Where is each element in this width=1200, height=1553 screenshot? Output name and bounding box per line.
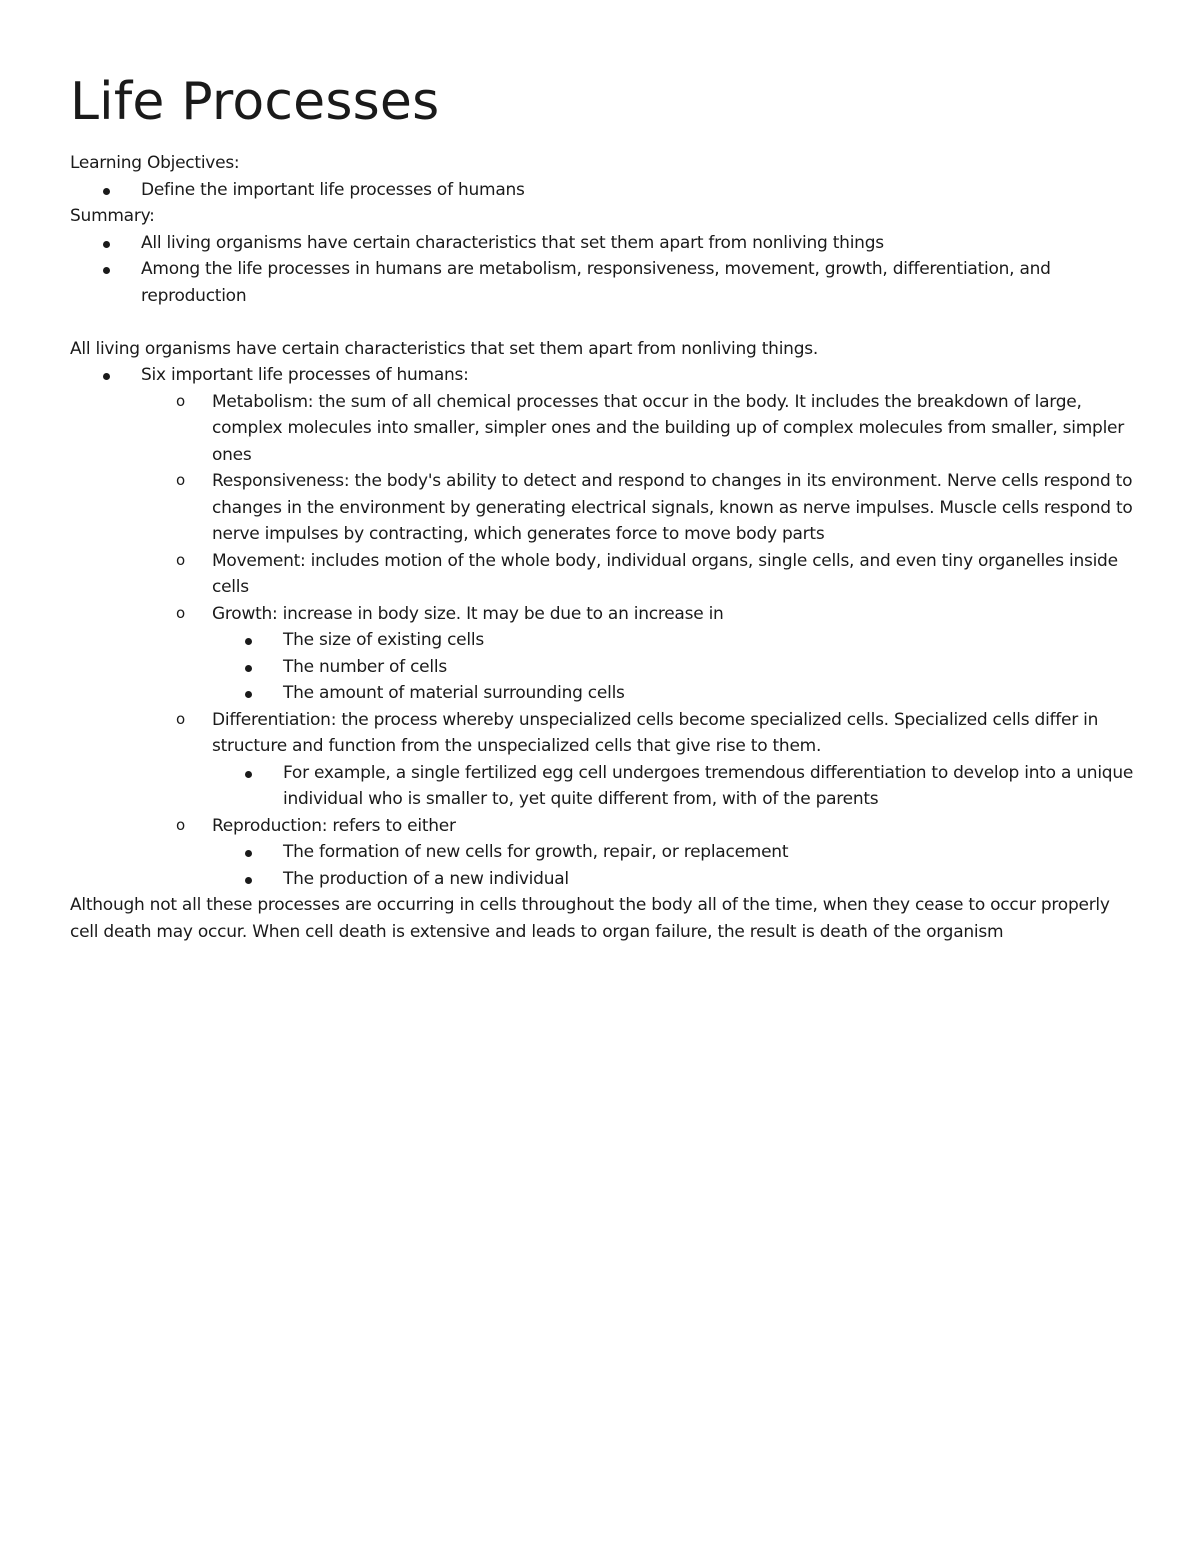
six-processes-heading: Six important life processes of humans: [141, 365, 469, 385]
growth-sublist [212, 627, 1140, 707]
process-responsiveness: o Responsiveness: the body's ability to detect and respond to changes in its environment. Nerve cells respond to changes in the environment by generating electrical signals, known as nerve impulses. Muscle cells respond to nerve impulses by contracting, which generates force to move body parts [141, 468, 1140, 548]
list-item: The formation of new cells for growth, repair, or replacement [212, 839, 1140, 866]
process-differentiation: o Differentiation: the process whereby unspecialized cells become specialized cells. Specialized cells differ in structure and function from the unspecialized cells that give rise to them. For example, a single fertilized egg cell undergoes tremendous differentiation to develop into a unique individual who is smaller to, yet quite different from, with of the parents [141, 707, 1140, 813]
list-item: The number of cells [212, 654, 1140, 681]
learning-objectives-list [70, 177, 1140, 204]
process-metabolism: o Metabolism: the sum of all chemical processes that occur in the body. It includes the breakdown of large, complex molecules into smaller, simpler ones and the building up of complex molecules from smaller, simpler ones [141, 389, 1140, 469]
bullet-icon [245, 760, 252, 787]
differentiation-sublist [212, 760, 1140, 813]
circle-bullet-icon: o [176, 815, 185, 834]
bullet-icon [103, 362, 110, 389]
process-movement: o Movement: includes motion of the whole body, individual organs, single cells, and even tiny organelles inside cells [141, 548, 1140, 601]
bullet-icon [245, 627, 252, 654]
processes-list [70, 362, 1140, 892]
circle-bullet-icon: o [176, 603, 185, 622]
circle-bullet-icon: o [176, 391, 185, 410]
bullet-icon [245, 680, 252, 707]
process-sublist [141, 389, 1140, 893]
circle-bullet-icon: o [176, 471, 185, 489]
list-item: The amount of material surrounding cells [212, 680, 1140, 707]
list-item: Define the important life processes of humans [70, 177, 1140, 204]
bullet-icon [245, 654, 252, 681]
summary-heading: Summary: [70, 206, 155, 226]
intro-paragraph: All living organisms have certain characteristics that set them apart from nonliving things. [70, 338, 818, 359]
conclusion-paragraph: Although not all these processes are occurring in cells throughout the body all of the time, when they cease to occur properly cell death may occur. When cell death is extensive and leads to organ failure, the result is death of the organism [70, 895, 1110, 942]
process-reproduction: o Reproduction: refers to either The formation of new cells for growth, repair, or replacement The production of a new individual [141, 813, 1140, 893]
list-item: For example, a single fertilized egg cell undergoes tremendous differentiation to develop into a unique individual who is smaller to, yet quite different from, with of the parents [212, 760, 1140, 813]
list-item: The production of a new individual [212, 866, 1140, 893]
learning-objectives-heading: Learning Objectives: [70, 153, 240, 173]
summary-list [70, 230, 1140, 310]
document-page [70, 62, 1140, 945]
spacer [70, 309, 1140, 336]
reproduction-sublist [212, 839, 1140, 892]
bullet-icon [103, 230, 110, 257]
list-item: All living organisms have certain characteristics that set them apart from nonliving things [70, 230, 1140, 257]
bullet-icon [103, 177, 110, 204]
page-title: Life Processes [70, 72, 440, 132]
list-item: Among the life processes in humans are metabolism, responsiveness, movement, growth, differentiation, and reproduction [70, 256, 1140, 309]
list-item: The size of existing cells [212, 627, 1140, 654]
bullet-icon [245, 866, 252, 893]
document-body [70, 150, 1140, 945]
circle-bullet-icon: o [176, 550, 185, 569]
circle-bullet-icon: o [176, 709, 185, 728]
bullet-icon [103, 256, 110, 283]
bullet-icon [245, 839, 252, 866]
process-growth: o Growth: increase in body size. It may be due to an increase in The size of existing cells The number of cells The amount of material surrounding cells [141, 601, 1140, 707]
list-item [70, 362, 1140, 892]
